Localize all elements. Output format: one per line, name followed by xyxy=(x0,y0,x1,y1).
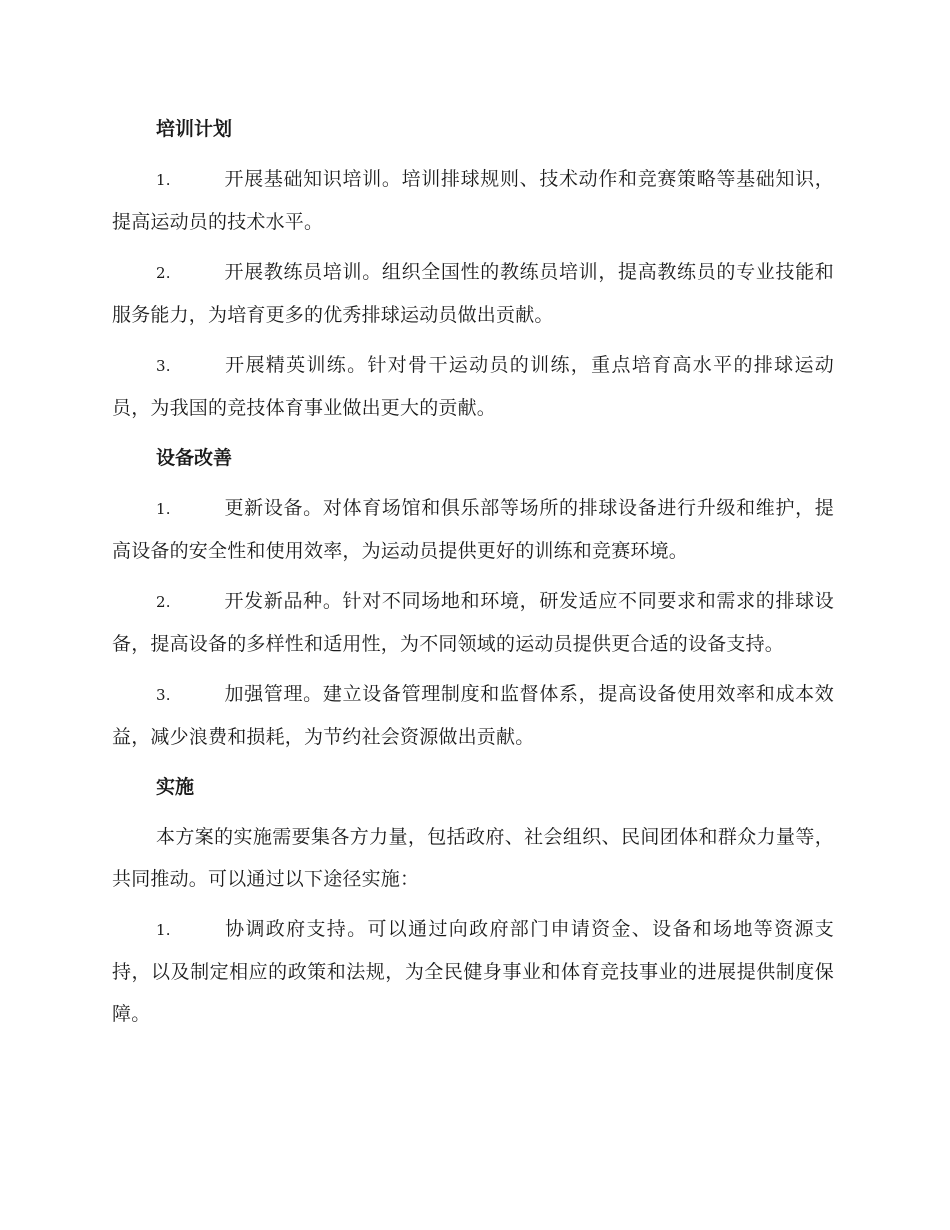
section-intro-paragraph: 本方案的实施需要集各方力量，包括政府、社会组织、民间团体和群众力量等，共同推动。可以通过以下途径实施： xyxy=(112,826,834,890)
list-item-text: 开发新品种。针对不同场地和环境，研发适应不同要求和需求的排球设备，提高设备的多样性和适用性，为不同领域的运动员提供更合适的设备支持。 xyxy=(112,590,834,655)
list-item-number: 2. xyxy=(156,593,171,611)
document-content xyxy=(112,108,834,1043)
list-item xyxy=(112,251,834,336)
list-item-number: 1. xyxy=(156,921,171,939)
list-item xyxy=(112,580,834,665)
section-heading-training: 培训计划 xyxy=(156,118,233,140)
list-item-text: 开展基础知识培训。培训排球规则、技术动作和竞赛策略等基础知识，提高运动员的技术水平。 xyxy=(112,168,834,233)
list-item xyxy=(112,158,834,243)
list-item-text: 更新设备。对体育场馆和俱乐部等场所的排球设备进行升级和维护，提高设备的安全性和使用效率，为运动员提供更好的训练和竞赛环境。 xyxy=(112,497,834,562)
list-item-number: 1. xyxy=(156,171,171,189)
list-item xyxy=(112,344,834,429)
list-item xyxy=(112,908,834,1035)
list-item xyxy=(112,673,834,758)
list-item-text: 加强管理。建立设备管理制度和监督体系，提高设备使用效率和成本效益，减少浪费和损耗，为节约社会资源做出贡献。 xyxy=(112,683,834,748)
list-item xyxy=(112,487,834,572)
list-item-text: 开展教练员培训。组织全国性的教练员培训，提高教练员的专业技能和服务能力，为培育更多的优秀排球运动员做出贡献。 xyxy=(112,261,834,326)
list-item-number: 3. xyxy=(156,686,171,704)
list-item-number: 2. xyxy=(156,264,171,282)
list-item-number: 3. xyxy=(156,357,171,375)
section-heading-equipment: 设备改善 xyxy=(156,447,233,469)
section-heading-implementation: 实施 xyxy=(156,776,195,798)
list-item-text: 协调政府支持。可以通过向政府部门申请资金、设备和场地等资源支持，以及制定相应的政策和法规，为全民健身事业和体育竞技事业的进展提供制度保障。 xyxy=(112,918,834,1025)
list-item-number: 1. xyxy=(156,500,171,518)
list-item-text: 开展精英训练。针对骨干运动员的训练，重点培育高水平的排球运动员，为我国的竞技体育事业做出更大的贡献。 xyxy=(112,354,834,419)
